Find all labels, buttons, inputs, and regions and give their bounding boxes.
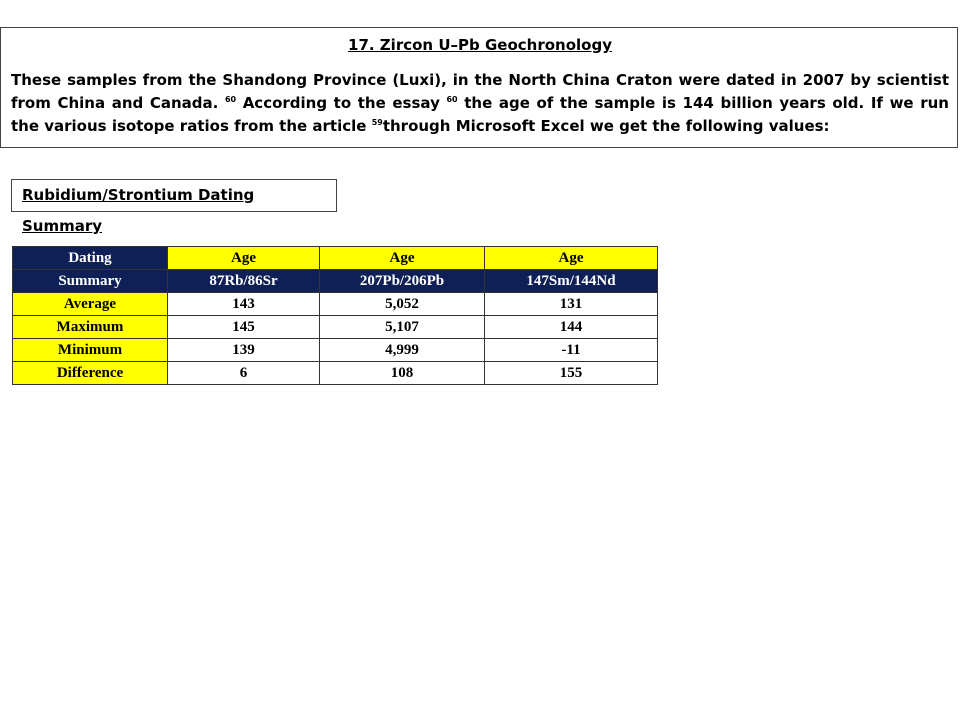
- header-cell: Dating: [13, 247, 168, 270]
- intro-text-4: through Microsoft Excel we get the following values:: [382, 117, 830, 135]
- summary-label-text: Rubidium/Strontium Dating Summary: [22, 186, 255, 235]
- table-cell: 145: [168, 316, 320, 339]
- table-cell: 155: [485, 362, 658, 385]
- intro-box: [0, 27, 958, 148]
- table-row: [13, 339, 658, 362]
- reference-59: 59: [371, 118, 383, 127]
- intro-text-3: the age of the sample is 144 billion years old. If we run the various isotope ratios from the article: [11, 94, 949, 135]
- table-cell: 6: [168, 362, 320, 385]
- header-cell: 147Sm/144Nd: [485, 270, 658, 293]
- table-cell: 143: [168, 293, 320, 316]
- reference-60: 60: [446, 95, 458, 104]
- header-cell: Age: [168, 247, 320, 270]
- section-title: 17. Zircon U–Pb Geochronology: [348, 36, 612, 54]
- table-cell: 144: [485, 316, 658, 339]
- summary-label: [11, 179, 337, 235]
- row-label: Average: [13, 293, 168, 316]
- intro-text-1: These samples from the Shandong Province (Luxi), in the North China Craton were dated in 2007 by scientist from China and Canada.: [11, 71, 949, 112]
- header-cell: Age: [320, 247, 485, 270]
- table-cell: -11: [485, 339, 658, 362]
- header-cell: Age: [485, 247, 658, 270]
- table-row: [13, 293, 658, 316]
- intro-text-2: According to the essay: [242, 94, 440, 112]
- table-row: [13, 316, 658, 339]
- table-cell: 5,107: [320, 316, 485, 339]
- dating-summary-table: [12, 246, 658, 385]
- header-cell: 207Pb/206Pb: [320, 270, 485, 293]
- intro-paragraph: [11, 69, 949, 138]
- header-row-2: [13, 270, 658, 293]
- reference-60: 60: [224, 95, 237, 104]
- row-label: Minimum: [13, 339, 168, 362]
- table-cell: 5,052: [320, 293, 485, 316]
- row-label: Maximum: [13, 316, 168, 339]
- row-label: Difference: [13, 362, 168, 385]
- header-cell: 87Rb/86Sr: [168, 270, 320, 293]
- header-row-1: [13, 247, 658, 270]
- table-row: [13, 362, 658, 385]
- table-cell: 139: [168, 339, 320, 362]
- table-cell: 108: [320, 362, 485, 385]
- header-cell: Summary: [13, 270, 168, 293]
- table-cell: 4,999: [320, 339, 485, 362]
- table-cell: 131: [485, 293, 658, 316]
